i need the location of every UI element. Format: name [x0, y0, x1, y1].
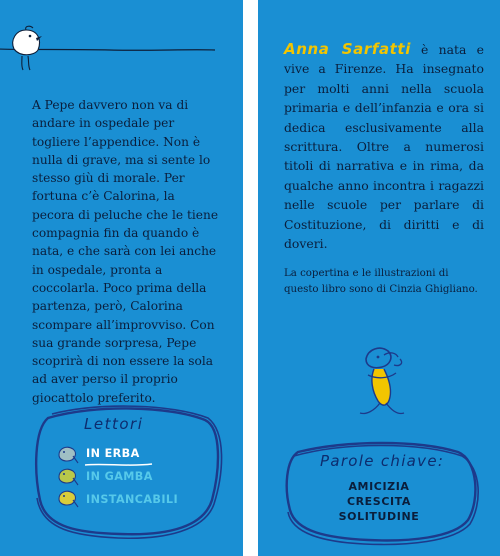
author-name: Anna Sarfatti	[284, 40, 411, 58]
book-blurb: A Pepe davvero non va di andare in ospedale per togliere l’appendice. Non è nulla di grave, ma si sente lo stesso giù di morale. Per fortuna c’è Calorina, la pecora di peluche che le tiene compagnia fin da quando è nata, e che sarà con lei anche in ospedale, pronta a coccolarla. Poco prima della partenza, però, Calorina scompare all’improvviso. Con sua grande sorpresa, Pepe scoprirà di non essere la sola ad aver perso il proprio giocattolo preferito.	[32, 98, 219, 405]
level-in-gamba: IN GAMBA	[86, 470, 153, 483]
keyword-amicizia: AMICIZIA	[348, 480, 410, 493]
level-underline	[84, 462, 154, 468]
level-bird-icon-in-gamba	[55, 465, 81, 487]
illustration-credits: La copertina e le illustrazioni di questo libro sono di Cinzia Ghigliano.	[284, 268, 478, 295]
bird-head-icon	[350, 335, 410, 425]
author-bio	[284, 40, 484, 253]
level-instancabili: INSTANCABILI	[86, 493, 179, 506]
keyword-crescita: CRESCITA	[346, 495, 412, 508]
keyword-solitudine: SOLITUDINE	[338, 510, 420, 523]
lettori-title: Lettori	[84, 415, 144, 433]
author-bio-text: è nata e vive a Firenze. Ha insegnato per molti anni nella scuola primaria e dell’infanzia e ora si dedica esclusivamente alla scrittura. Oltre a numerosi titoli di narrativa e in rima, da qualche anno incontra i ragazzi nelle scuole per parlare di Costituzione, di diritti e di doveri.	[284, 42, 484, 252]
front-flap-panel	[258, 0, 500, 556]
level-bird-icon-instancabili	[55, 487, 81, 509]
bird-on-wire-icon	[0, 0, 243, 80]
back-flap-panel	[0, 0, 243, 556]
level-bird-icon-in-erba	[55, 443, 81, 465]
parole-chiave-title: Parole chiave:	[320, 452, 445, 470]
level-in-erba: IN ERBA	[86, 447, 140, 460]
